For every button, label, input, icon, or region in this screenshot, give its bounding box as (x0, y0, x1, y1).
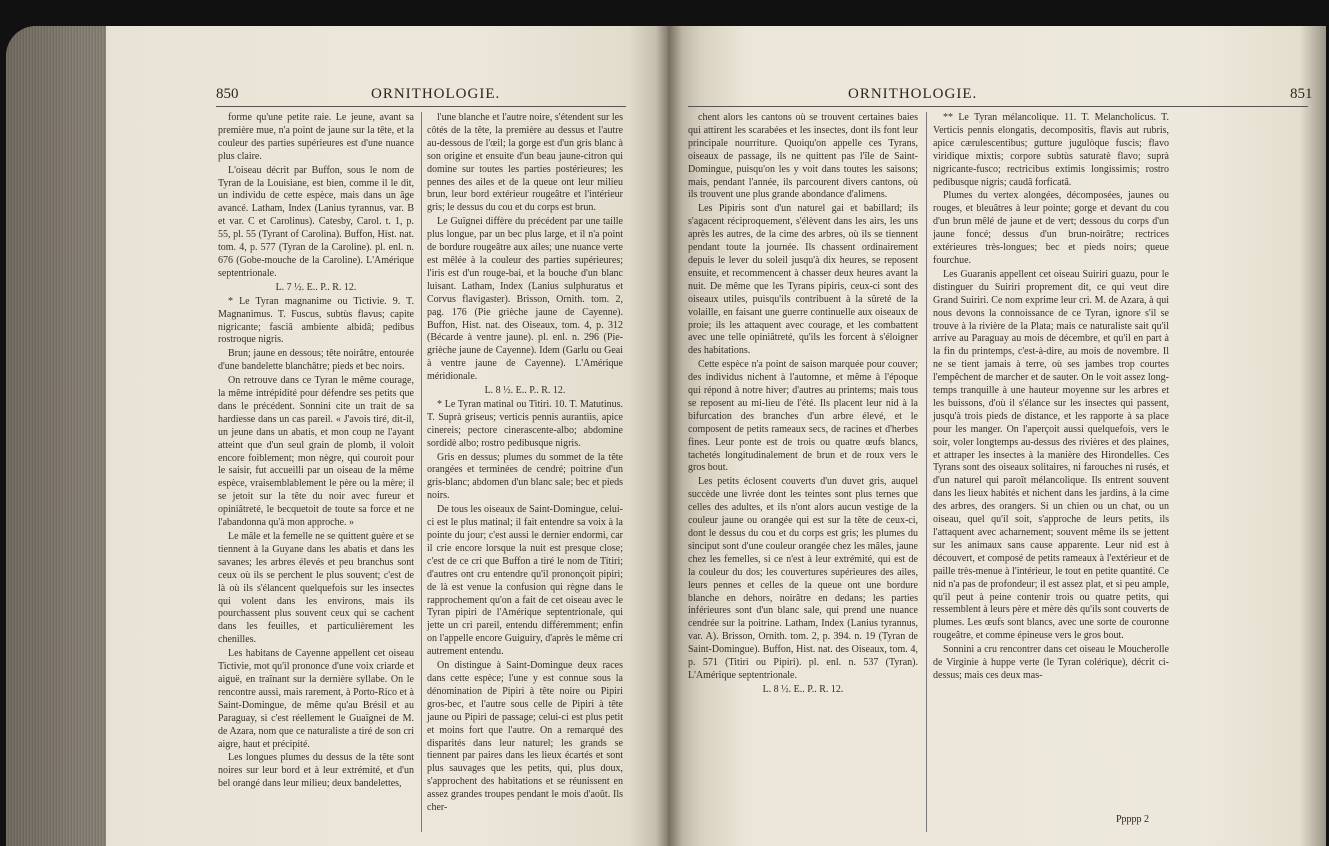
left-column-1 (218, 112, 414, 792)
paragraph: Les Pipiris sont d'un naturel gai et babillard; ils s'agacent réciproquement, s'élèvent dans les airs, les uns après les autres, de la cime des arbres, où ils se tiennent pendant toute la journée. Ils chassent ordinairement depuis le lever du soleil jusqu'à dix heures, se reposent ensuite, et recommencent à chasser deux heures avant la nuit. De même que les Tyrans pipiris, ceux-ci sont des oiseaux utiles, puisqu'ils contribuent à la sûreté de la volaille, en faisant une guerre continuelle aux oiseaux de proie; ils les attaquent avec courage, et les combattent avec une telle opiniâtreté, qu'ils les forcent à s'éloigner des habitations. (688, 203, 918, 357)
paragraph: Brun; jaune en dessous; tête noirâtre, entourée d'une bandelette blanchâtre; pieds et bec noirs. (218, 348, 414, 373)
page-number: 850 (216, 86, 239, 102)
column-rule (926, 112, 927, 832)
paragraph: Gris en dessus; plumes du sommet de la tête orangées et terminées de cendré; poitrine d'un gris-blanc; abdomen d'un blanc sale; bec et pieds noirs. (427, 451, 623, 502)
signature-mark: Ppppp 2 (1116, 814, 1150, 825)
page-number: 851 (1290, 86, 1313, 102)
paragraph: On retrouve dans ce Tyran le même courage, la même intrépidité pour défendre ses petits que dans le précédent. Sonnini cite un trait de sa hardiesse dans un cas pareil. « J'avois tiré, dit-il, un jeune dans un abatis, et mon coup ne l'ayant atteint que d'un seul grain de plomb, il voloit encore foiblement; mon nègre, qui couroit pour le saisir, fut accueilli par un oiseau de la même espèce, vraisemblablement le père ou la mère; il se jetoit sur la tête du noir avec fureur et opiniâtreté, le becquetoit de toute sa force et ne l'abandonna qu'à mon approche. » (218, 375, 414, 529)
paragraph: * Le Tyran magnanime ou Tictivie. 9. T. Magnanimus. T. Fuscus, subtùs flavus; capite nigricante; fasciâ ambiente albidâ; pedibus rostroque nigris. (218, 295, 414, 346)
paragraph: Les habitans de Cayenne appellent cet oiseau Tictivie, mot qu'il prononce d'une voix criarde et aiguë, en traînant sur la dernière syllabe. On le rencontre aussi, mais rarement, à Porto-Rico et à Saint-Domingue, de même qu'au Brésil et au Paraguay, si c'est réellement le Guaïgnei de M. de Azara, nom que ce naturaliste a tiré de son cri aigre, haut et précipité. (218, 648, 414, 750)
paragraph: L'oiseau décrit par Buffon, sous le nom de Tyran de la Louisiane, est bien, comme il le dit, un individu de cette espèce, mais dans un âge avancé. Latham, Index (Lanius tyrannus, var. B et var. C et Carolinus). Catesby, Carol. t. 1, p. 55, pl. 55 (Tyrant of Carolina). Buffon, Hist. nat. tom. 4, p. 577 (Tyran de la Caroline). pl. enl. n. 676 (Gobe-mouche de la Caroline). L'Amérique septentrionale. (218, 164, 414, 279)
left-page (6, 26, 668, 846)
paragraph: De tous les oiseaux de Saint-Domingue, celui-ci est le plus matinal; il fait entendre sa voix à la pointe du jour; c'est aussi le dernier endormi, car il crie encore lorsque la nuit est presque close; c'est de ce cri que Buffon a tiré le nom de Titiri; d'autres ont cru entendre qu'il prononçoit pipiri; de là est venue la confusion qui règne dans le rapprochement qu'on a fait de cet oiseau avec le Tyran pipiri de l'Amérique septentrionale, qui jette un cri pareil, entendu différemment; enfin on l'appelle encore Guiguiry, d'après le même cri autrement entendu. (427, 504, 623, 658)
paragraph: Les Guaranis appellent cet oiseau Suiriri guazu, pour le distinguer du Suiriri proprement dit, ce qui veut dire Grand Suiriri. Ce nom exprime leur cri. M. de Azara, à qui nous devons la connoissance de ce Tyran, ignore s'il se trouve à la rivière de la Plata; mais ce naturaliste sait qu'il arrive au Paraguay au mois de décembre, et qu'il en part à la fin du printemps, c'est-à-dire, au mois de novembre. Il ne se tient jamais à terre, où ses jambes trop courtes l'empêchent de marcher et de sauter. On le voit assez long-temps tranquille à une hauteur moyenne sur les arbres et les buissons, d'où il s'élance sur les insectes qui passent, jusqu'à trois pieds de distance, et les rapporte à sa place pour les manger. On l'aperçoit aussi quelquefois, vers le soir, voler longtemps au-dessus des rivières et des plaines, et attraper les insectes à la manière des Hirondelles. Ces Tyrans sont des oiseaux solitaires, ni farouches ni rusés, et d'un naturel qui paroît mélancolique. Ils entrent souvent dans les lieux habités et nichent dans les jardins, à la cime des arbres, des orangers. Si un chien ou un chat, ou un oiseau, quel qu'il soit, s'approche de leurs petits, ils l'attaquent avec acharnement; souvent même ils se jettent sur les animaux sans cause apparente. Leur nid est à découvert, et composé de petits rameaux à l'extérieur et de paille très-menue à l'intérieur, le tout en petite quantité. Ce nid n'a pas de profondeur; il est assez plat, et si peu ample, qu'il peut à peine contenir trois ou quatre petits, qui ressemblent à leurs père et mère dès qu'ils sont couverts de plumes. Les œufs sont blancs, avec une sorte de couronne rougeâtre, et comme épineuse vers le gros bout. (933, 268, 1169, 642)
right-column-2 (933, 112, 1169, 684)
left-column-2 (427, 112, 623, 816)
paragraph: L. 7 ½. E.. P.. R. 12. (275, 281, 357, 293)
paragraph: L. 8 ½. E.. P.. R. 12. (762, 683, 844, 695)
paragraph: Sonnini a cru rencontrer dans cet oiseau le Moucherolle de Virginie à huppe verte (le Tyran colérique), décrit ci-dessus; mais ces deux mas- (933, 644, 1169, 681)
header-rule (216, 106, 626, 107)
paragraph: l'une blanche et l'autre noire, s'étendent sur les côtés de la tête, la première au dessus et l'autre au-dessous de l'œil; la gorge est d'un gris blanc à son origine et ensuite d'un beau jaune-citron qui domine sur toutes les parties postérieures; les pennes des ailes et de la queue ont leur milieu brun, leur bord extérieur rougeâtre et l'intérieur gris; le dessus du cou et du corps est brun. (427, 112, 623, 214)
running-head: ORNITHOLOGIE. (371, 86, 501, 102)
paragraph: Les longues plumes du dessus de la tête sont noires sur leur bord et à leur extrémité, et d'un bel orangé dans leur milieu; deux bandelettes, (218, 752, 414, 790)
paragraph: chent alors les cantons où se trouvent certaines baies qui attirent les scarabées et les insectes, dont ils font leur principale nourriture. Quoiqu'on appelle ces Tyrans, oiseaux de passage, ils ne quittent pas l'île de Saint-Domingue, puisqu'on les y voit dans toutes les saisons; mais, pendant l'année, ils parcourent divers cantons, où ils trouvent une plus grande abondance d'alimens. (688, 112, 918, 201)
paragraph: L. 8 ½. E.. P.. R. 12. (484, 385, 566, 397)
paragraph: Le mâle et la femelle ne se quittent guère et se tiennent à la Guyane dans les abatis et dans les savanes; les arbres élevés et peu branchus sont ceux où ils se perchent le plus souvent; c'est de là où ils s'élancent quelquefois sur les insectes qui volent dans les environs, mais ils pourchassent plus souvent ceux qui se cachent dans les feuilles, et particulièrement les chenilles. (218, 531, 414, 646)
book-spine (656, 26, 682, 846)
paragraph: Le Guïgnei diffère du précédent par une taille plus longue, par un bec plus large, et il n'a point de bordure rougeâtre aux ailes; une nuance verte est mêlée à la couleur des parties supérieures; l'iris est d'un rouge-bai, et la bouche d'un blanc luisant. Latham, Index (Lanius sulphuratus et Corvus flavigaster). Brisson, Ornith. tom. 2, pag. 176 (Pie grièche jaune de Cayenne). Buffon, Hist. nat. des Oiseaux, tom. 4, p. 312 (Bécarde à ventre jaune). pl. enl. n. 296 (Pie-grièche jaune de Cayenne). Idem (Garlu ou Geai à ventre jaune de Cayenne). L'Amérique méridionale. (427, 216, 623, 383)
paragraph: forme qu'une petite raie. Le jeune, avant sa première mue, n'a point de jaune sur la tête, et la couleur des parties supérieures est d'une nuance plus claire. (218, 112, 414, 162)
right-page (668, 26, 1326, 846)
paragraph: Cette espèce n'a point de saison marquée pour couver; des individus nichent à l'automne, et même à l'époque qui répond à notre hiver; d'autres au printems; mais tous se reposent au mi-lieu de l'été. Ils placent leur nid à la bifurcation des branches d'un arbre élevé, et le composent de petits rameaux secs, de racines et d'herbes fines. Leur ponte est de trois ou quatre œufs blancs, tachetés longitudinalement de brun et de roux vers le gros bout. (688, 359, 918, 474)
column-rule (421, 112, 422, 832)
paragraph: Les petits éclosent couverts d'un duvet gris, auquel succède une livrée dont les teintes sont plus ternes que celles des adultes, et ils n'ont alors aucun vestige de la couleur jaune ou orangée qui est sur la tête de ceux-ci, dont le dessus du cou et du corps est gris; les plumes du sinciput sont d'une couleur orangée chez les mâles, jaune chez les femelles, si ce n'est à leur extrémité, qui est de la couleur du dos; les couvertures supérieures des ailes, leurs pennes et celles de la queue ont une bordure blanche en dehors, noirâtre en dedans; les parties inférieures sont d'un blanc sale, qui prend une nuance cendrée sur la poitrine. Latham, Index (Lanius tyrannus, var. A). Brisson, Ornith. tom. 2, p. 394. n. 19 (Tyran de Saint-Domingue). Buffon, Hist. nat. des Oiseaux, tom. 4, p. 571 (Titiri ou Pipiri). pl. enl. n. 537 (Tyran). L'Amérique septentrionale. (688, 476, 918, 681)
paragraph: On distingue à Saint-Domingue deux races dans cette espèce; l'une y est connue sous la dénomination de Pipiri à tête noire ou Pipiri gros-bec, et l'autre sous celle de Pipiri à tête jaune ou Pipiri de passage; celui-ci est plus petit et moins fort que l'autre. On a remarqué des disparités dans leur naturel; les grands se tiennent par paires dans les lieux écartés et sont plus sauvages que les petits, qui, plus doux, s'approchent des habitations et se réunissent en assez grandes troupes pendant le mois d'août. Ils cher- (427, 660, 623, 814)
paragraph: ** Le Tyran mélancolique. 11. T. Melancholicus. T. Verticis pennis elongatis, decompositis, flavis aut rubris, apice cærulescentibus; gutture jugulòque fuscis; flavo viridique mixtis; corpore subtùs saturatè flavo; suprà nigricante-fusco; rectricibus extimis longissimis; rostro pedibusque nigris; caudâ forficatâ. (933, 112, 1169, 188)
paragraph: Plumes du vertex alongées, décomposées, jaunes ou rouges, et bleuâtres à leur pointe; gorge et devant du cou d'un brun mêlé de jaune et de vert; dessous du corps d'un jaune foncé; dessus d'un brun-noirâtre; rectrices extérieures très-longues; bec et pieds noirs; queue fourchue. (933, 190, 1169, 266)
header-rule (688, 106, 1308, 107)
page-edges (6, 26, 106, 846)
paragraph: * Le Tyran matinal ou Titiri. 10. T. Matutinus. T. Suprà griseus; verticis pennis aurantiis, apice cinereis; pectore cinerascente-albo; abdomine sordidè albo; rostro pedibusque nigris. (427, 398, 623, 449)
running-head: ORNITHOLOGIE. (848, 86, 978, 102)
open-book (6, 26, 1326, 846)
right-column-1 (688, 112, 918, 698)
